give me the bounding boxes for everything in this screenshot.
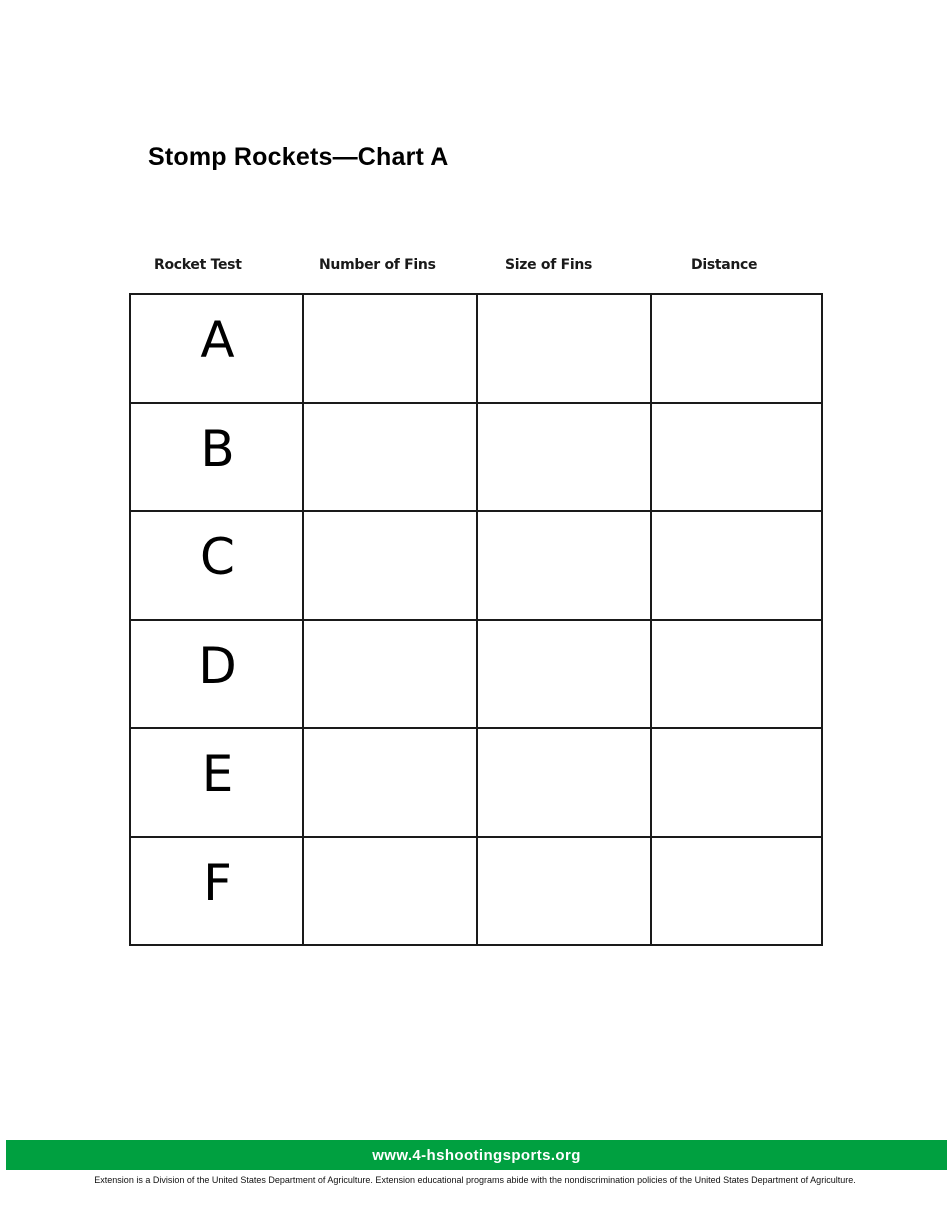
size-of-fins-cell [477, 620, 651, 729]
row-label-cell [130, 728, 303, 837]
number-of-fins-cell [303, 294, 477, 403]
size-of-fins-cell [477, 294, 651, 403]
column-header-distance: Distance [691, 257, 758, 273]
row-label-cell [130, 620, 303, 729]
row-label: D [198, 636, 237, 695]
column-header-size-of-fins: Size of Fins [505, 257, 593, 273]
number-of-fins-cell [303, 511, 477, 620]
table-row [130, 294, 822, 403]
table-row [130, 620, 822, 729]
number-of-fins-cell [303, 728, 477, 837]
size-of-fins-cell [477, 403, 651, 512]
row-label: C [200, 528, 235, 586]
row-label: F [203, 853, 232, 912]
row-label: B [200, 419, 235, 478]
size-of-fins-cell [477, 837, 651, 946]
row-label-cell [130, 403, 303, 512]
footer-disclaimer: Extension is a Division of the United States Department of Agriculture. Extension educational programs abide with the nondiscrimination policies of the United States Department of Agriculture. [94, 1175, 856, 1185]
row-label: A [200, 311, 235, 369]
row-label: E [201, 745, 234, 803]
table-row [130, 837, 822, 946]
row-label-cell [130, 837, 303, 946]
distance-cell [651, 294, 822, 403]
distance-cell [651, 837, 822, 946]
row-label-cell [130, 294, 303, 403]
rocket-test-table [129, 293, 823, 946]
table-row [130, 728, 822, 837]
page-title: Stomp Rockets—Chart A [148, 143, 449, 171]
size-of-fins-cell [477, 728, 651, 837]
size-of-fins-cell [477, 511, 651, 620]
footer-bar [6, 1140, 947, 1170]
table-row [130, 403, 822, 512]
distance-cell [651, 511, 822, 620]
number-of-fins-cell [303, 837, 477, 946]
number-of-fins-cell [303, 620, 477, 729]
row-label-cell [130, 511, 303, 620]
distance-cell [651, 728, 822, 837]
column-header-rocket-test: Rocket Test [154, 257, 242, 273]
number-of-fins-cell [303, 403, 477, 512]
footer-website-link[interactable]: www.4-hshootingsports.org [372, 1147, 581, 1164]
table-row [130, 511, 822, 620]
column-header-number-of-fins: Number of Fins [319, 257, 436, 273]
distance-cell [651, 620, 822, 729]
distance-cell [651, 403, 822, 512]
